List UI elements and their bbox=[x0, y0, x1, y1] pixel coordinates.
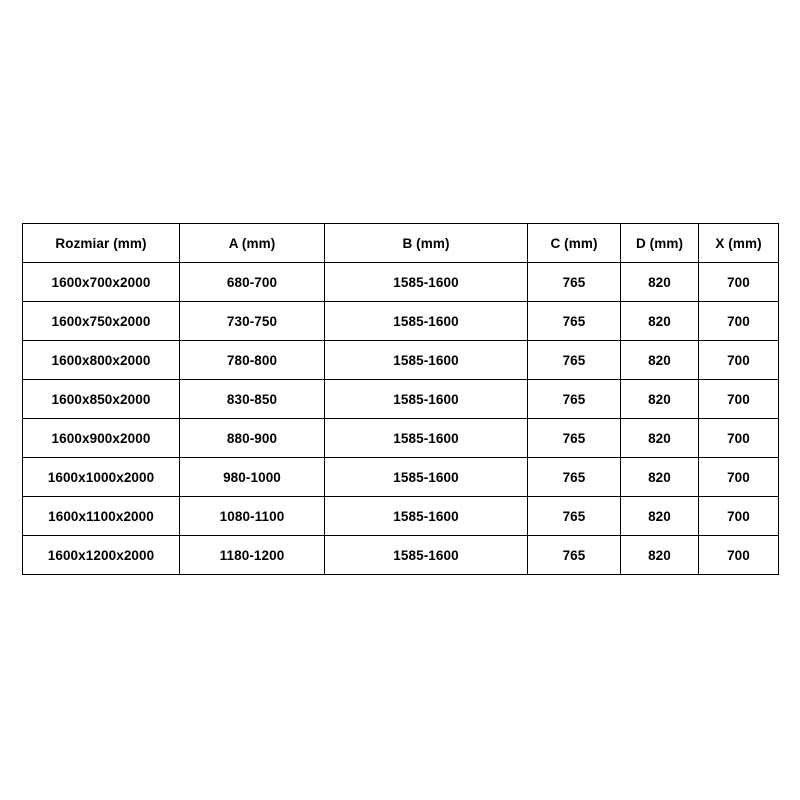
column-header-b: B (mm) bbox=[325, 224, 528, 263]
column-header-x: X (mm) bbox=[699, 224, 779, 263]
cell-rozmiar: 1600x750x2000 bbox=[23, 302, 180, 341]
table-row bbox=[23, 497, 779, 536]
cell-x: 700 bbox=[699, 458, 779, 497]
table-row bbox=[23, 380, 779, 419]
cell-a: 880-900 bbox=[180, 419, 325, 458]
cell-rozmiar: 1600x800x2000 bbox=[23, 341, 180, 380]
cell-rozmiar: 1600x700x2000 bbox=[23, 263, 180, 302]
cell-a: 780-800 bbox=[180, 341, 325, 380]
cell-a: 830-850 bbox=[180, 380, 325, 419]
table-row bbox=[23, 458, 779, 497]
cell-b: 1585-1600 bbox=[325, 419, 528, 458]
cell-c: 765 bbox=[528, 419, 621, 458]
cell-x: 700 bbox=[699, 536, 779, 575]
cell-a: 680-700 bbox=[180, 263, 325, 302]
column-header-rozmiar: Rozmiar (mm) bbox=[23, 224, 180, 263]
cell-c: 765 bbox=[528, 380, 621, 419]
cell-d: 820 bbox=[621, 497, 699, 536]
cell-a: 1180-1200 bbox=[180, 536, 325, 575]
cell-b: 1585-1600 bbox=[325, 263, 528, 302]
cell-d: 820 bbox=[621, 536, 699, 575]
cell-d: 820 bbox=[621, 263, 699, 302]
table-row bbox=[23, 263, 779, 302]
cell-b: 1585-1600 bbox=[325, 380, 528, 419]
column-header-a: A (mm) bbox=[180, 224, 325, 263]
cell-b: 1585-1600 bbox=[325, 536, 528, 575]
cell-d: 820 bbox=[621, 380, 699, 419]
table-row bbox=[23, 302, 779, 341]
cell-c: 765 bbox=[528, 458, 621, 497]
cell-c: 765 bbox=[528, 263, 621, 302]
table-row bbox=[23, 419, 779, 458]
cell-rozmiar: 1600x1100x2000 bbox=[23, 497, 180, 536]
cell-rozmiar: 1600x1000x2000 bbox=[23, 458, 180, 497]
cell-a: 980-1000 bbox=[180, 458, 325, 497]
cell-x: 700 bbox=[699, 419, 779, 458]
table-body bbox=[23, 263, 779, 575]
dimensions-table bbox=[22, 223, 779, 575]
cell-c: 765 bbox=[528, 536, 621, 575]
cell-rozmiar: 1600x850x2000 bbox=[23, 380, 180, 419]
cell-x: 700 bbox=[699, 497, 779, 536]
column-header-d: D (mm) bbox=[621, 224, 699, 263]
cell-d: 820 bbox=[621, 458, 699, 497]
cell-b: 1585-1600 bbox=[325, 302, 528, 341]
column-header-c: C (mm) bbox=[528, 224, 621, 263]
cell-x: 700 bbox=[699, 263, 779, 302]
cell-x: 700 bbox=[699, 302, 779, 341]
cell-x: 700 bbox=[699, 380, 779, 419]
cell-b: 1585-1600 bbox=[325, 458, 528, 497]
cell-b: 1585-1600 bbox=[325, 497, 528, 536]
cell-rozmiar: 1600x900x2000 bbox=[23, 419, 180, 458]
cell-d: 820 bbox=[621, 419, 699, 458]
cell-a: 730-750 bbox=[180, 302, 325, 341]
table-header-row bbox=[23, 224, 779, 263]
cell-rozmiar: 1600x1200x2000 bbox=[23, 536, 180, 575]
size-table-container bbox=[22, 223, 778, 575]
cell-x: 700 bbox=[699, 341, 779, 380]
cell-d: 820 bbox=[621, 341, 699, 380]
table-row bbox=[23, 536, 779, 575]
cell-a: 1080-1100 bbox=[180, 497, 325, 536]
table-row bbox=[23, 341, 779, 380]
cell-d: 820 bbox=[621, 302, 699, 341]
cell-b: 1585-1600 bbox=[325, 341, 528, 380]
table-header bbox=[23, 224, 779, 263]
cell-c: 765 bbox=[528, 341, 621, 380]
cell-c: 765 bbox=[528, 497, 621, 536]
cell-c: 765 bbox=[528, 302, 621, 341]
